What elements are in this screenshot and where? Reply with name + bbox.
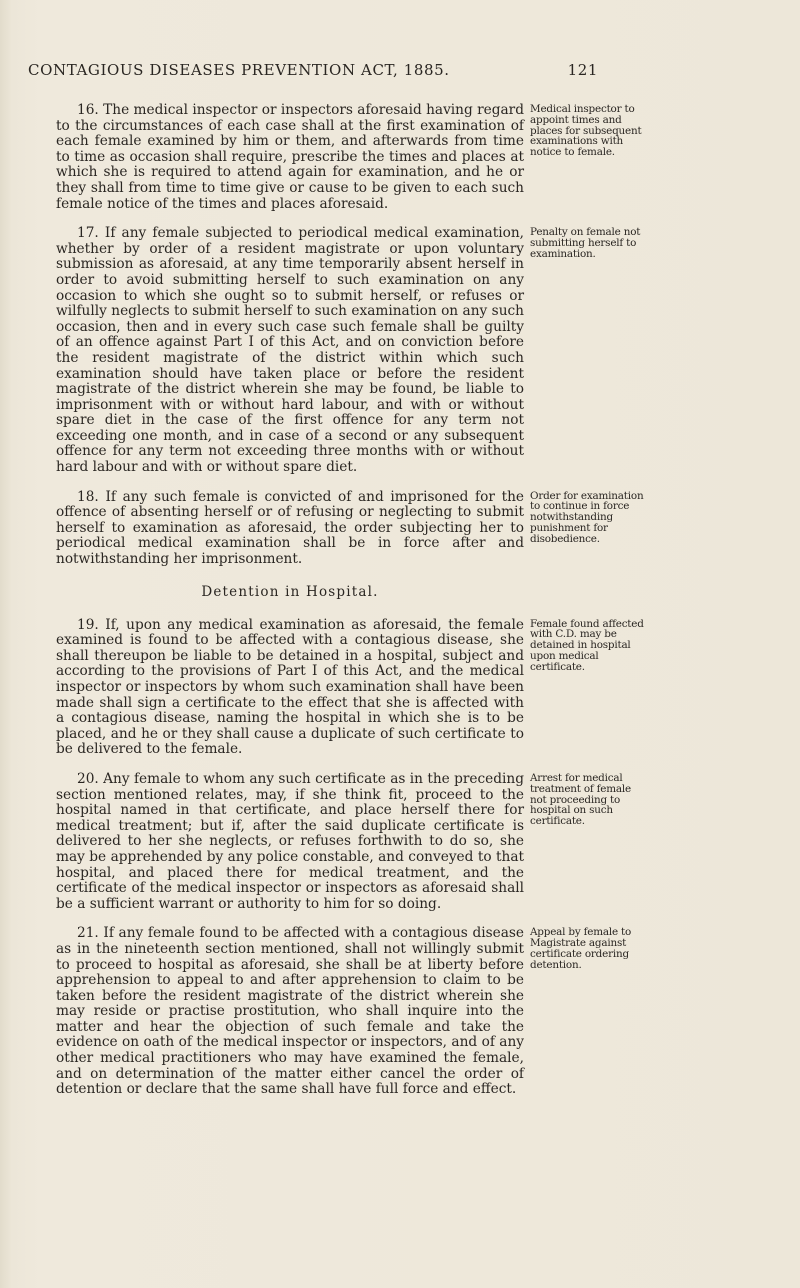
section-text: 21. If any female found to be affected with a contagious disease as in the nineteenth section mentioned, shall not willingly submit to proceed to hospital as aforesaid, she shall be at liberty before apprehension to appeal to and after apprehension to claim to be taken before the resident magistrate of the district wherein she may reside or practise prostitution, who shall inquire into the matter and hear the objection of such female and take the evidence on oath of the medical inspector or inspectors, and of any other medical practitioners who may have examined the female, and on determination of the matter either cancel the order of detention or declare that the same shall have full force and effect. [56, 925, 524, 1098]
section-16 [56, 103, 644, 212]
page-number: 121 [567, 61, 598, 79]
margin-note: Appeal by female to Magistrate against certificate ordering detention. [530, 926, 632, 971]
margin-note: Arrest for medical treatment of female not proceeding to hospital on such certificate. [530, 771, 631, 828]
section-19 [56, 618, 644, 758]
section-heading: Detention in Hospital. [201, 583, 379, 600]
section-text: 16. The medical inspector or inspectors aforesaid having regard to the circumstances of each case shall at the first examination of each female examined by him or them, and afterwards from time to time as occasion shall require, prescribe the times and places at which she is required to attend again for examination, and he or they shall from time to time give or cause to be given to each such female notice of the times and places aforesaid. [56, 102, 524, 212]
section-text: 19. If, upon any medical examination as aforesaid, the female examined is found to be affected with a contagious disease, she shall thereupon be liable to be detained in a hospital, subject and according to the provisions of Part I of this Act, and the medical inspector or inspectors by whom such examination shall have been made shall sign a certificate to the effect that she is affected with a contagious disease, naming the hospital in which she is to be placed, and he or they shall cause a duplicate of such certificate to be delivered to the female. [56, 616, 524, 758]
margin-note: Female found affected with C.D. may be detained in hospital upon medical certificate. [530, 617, 644, 673]
section-21 [56, 926, 644, 1098]
section-20 [56, 772, 644, 912]
header-title: CONTAGIOUS DISEASES PREVENTION ACT, 1885. [28, 61, 450, 79]
section-17 [56, 226, 644, 476]
section-text: 20. Any female to whom any such certificate as in the preceding section mentioned relates, may, if she think fit, proceed to the hospital named in that certificate, and place herself there for medical treatment; but if, after the said duplicate certificate is delivered to her she neglects, or refuses forthwith to do so, she may be apprehended by any police constable, and conveyed to that hospital, and placed there for medical treatment, and the certificate of the medical inspector or inspectors as aforesaid shall be a sufficient warrant or authority to him for so doing. [56, 770, 524, 912]
margin-note: Penalty on female not submitting herself to examination. [530, 226, 641, 260]
document-body [56, 103, 644, 1098]
section-text: 18. If any such female is convicted of and imprisoned for the offence of absenting herself or of refusing or neglecting to submit herself to examination as aforesaid, the order subjecting her to periodical medical examination shall be in force after and notwithstanding her imprisonment. [56, 488, 524, 568]
running-header [28, 61, 598, 79]
margin-note: Order for examination to continue in force notwithstanding punishment for disobedience. [530, 489, 644, 545]
section-text: 17. If any female subjected to periodical medical examination, whether by order of a resident magistrate or upon voluntary submission as aforesaid, at any time temporarily absent herself in order to avoid submitting herself to such examination on any occasion to which she ought so to submit herself, or refuses or wilfully neglects to submit herself to such examination on any such occasion, then and in every such case such female shall be guilty of an offence against Part I of this Act, and on conviction before the resident magistrate of the district within which such examination should have taken place or before the resident magistrate of the district wherein she may be found, be liable to imprisonment with or without hard labour, and with or without spare diet in the case of the first offence for any term not exceeding one month, and in case of a second or any subsequent offence for any term not exceeding three months with or without hard labour and with or without spare diet. [56, 225, 524, 476]
margin-note: Medical inspector to appoint times and places for subsequent examinations with notice to female. [530, 103, 642, 159]
section-18 [56, 490, 644, 568]
